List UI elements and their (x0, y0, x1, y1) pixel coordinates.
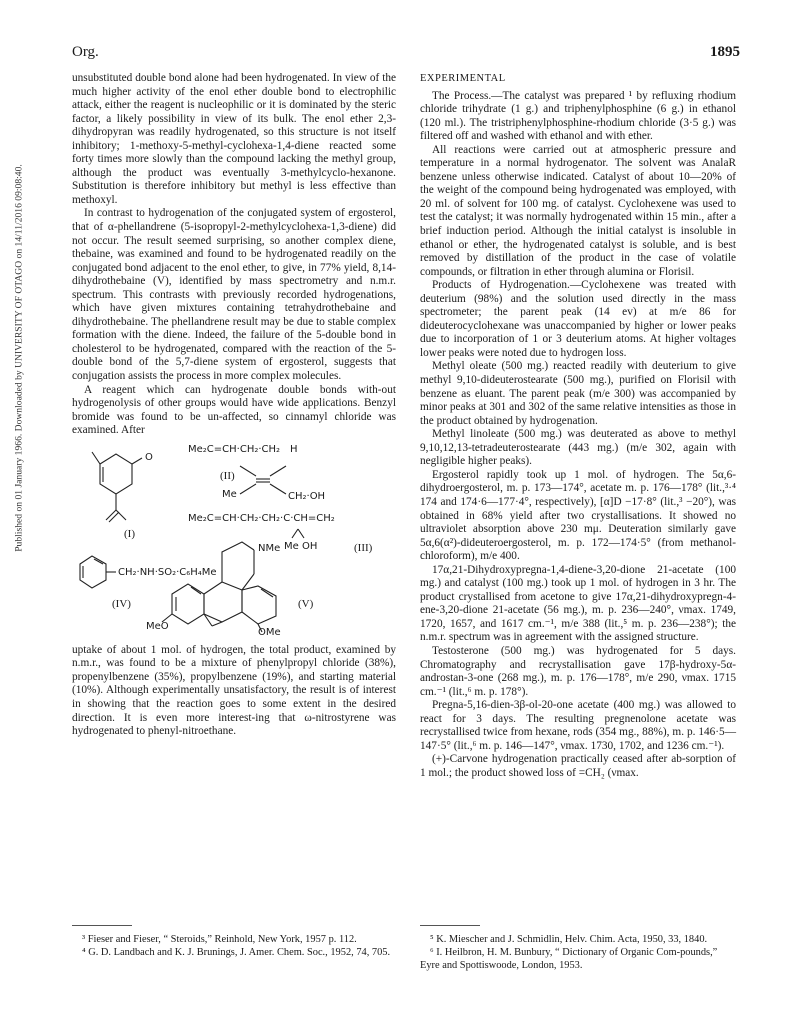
alkene-lower-left (240, 484, 256, 494)
paragraph: Ergosterol rapidly took up 1 mol. of hydrogen. The 5α,6-dihydroergosterol, m. p. 173—174°, acetate m. p. 176—178° (lit.,³·⁴ 174 and 174·6—177·4°, respectively), [α]D −17·8° (lit.,³ −20°), was obtained in 68% yield after two crystallisations. It showed no ultraviolet absorption above 230 mμ. Deuteration similarly gave 5α,6(α²)-dideuteroergosterol, m. p. 172—174·5° (from methanol-chloroform), m/e 400. (420, 468, 736, 563)
sulfonamide-label: CH₂·NH·SO₂·C₆H₄Me (118, 566, 217, 578)
paragraph: A reagent which can hydrogenate double bonds with-out hydrogenolysis of other groups would have wide applications. Benzyl bromide was found to be un-affected, so cinnamyl chloride was examined. After (72, 383, 396, 437)
footnote: ³ Fieser and Fieser, “ Steroids,” Reinhold, New York, 1957 p. 112. (82, 934, 357, 945)
carbinol-bond-2 (298, 529, 304, 538)
alkene-bond-II (240, 466, 256, 476)
ring-V-aromatic (172, 584, 204, 624)
ring-V-aromatic-inner-2 (191, 587, 201, 594)
paragraph: unsubstituted double bond alone had been hydrogenated. In view of the much higher activity of the enol ether double bond to electrophilic attack, either the reagent is nucleophilic or it is dominated by the steric factor, a likely possibility in view of its bulk. The enol ether 2,3-dihydropyran was readily hydrogenated, so this structure is not itself inhibitory; 1-methoxy-5-methyl-cyclohexa-1,4-diene reacted some forty times more slowly than the compound lacking the methyl group, although the product was eventually 3-methylcyclo-hexanone. Substitution is therefore inhibitory but methyl is less effective than methoxyl. (72, 72, 396, 206)
ring-V-bridge (204, 582, 242, 622)
paragraph: In contrast to hydrogenation of the conjugated system of ergosterol, that of α-phellandrene (5-isopropyl-2-methylcyclohexa-1,3-diene) did not occur. The result seemed surprising, so another complex diene, thebaine, was examined and found to be hydrogenated readily on the conjugated bond adjacent to the enol ether, to give, in 77% yield, 8,14-dihydrothebaine (V), identified by mass spectrometry and n.m.r. spectrum. This contrasts with previously recorded hydrogenations, which have given mixtures containing tetrahydrothebaine and dihydrothebaine. The phellandrene result may be due to stable complex formation with the diene. Indeed, the failure of the 5-double bond in cholesterol to be hydrogenated, compared with the reaction of the 5-double bond of the 5,7-diene system of ergosterol, suggests that conjugation assists the process in more complex molecules. (72, 207, 396, 383)
isopropenyl-right (116, 510, 126, 520)
isopropenyl-left (106, 510, 116, 520)
methyl-hydroxy-label: Me OH (284, 540, 318, 552)
isopropenyl-double (109, 512, 119, 522)
page-number: 1895 (710, 44, 740, 60)
footnotes-left (72, 934, 392, 961)
footnote: ⁵ K. Miescher and J. Schmidlin, Helv. Chim. Acta, 1950, 33, 1840. (430, 934, 708, 945)
compound-label-III: (III) (354, 541, 373, 554)
ring-V-ether-o2 (212, 622, 222, 626)
section-heading: EXPERIMENTAL (420, 73, 506, 84)
paragraph: 17α,21-Dihydroxypregna-1,4-diene-3,20-dione 21-acetate (100 mg.) and catalyst (100 mg.) took up 1 mol. of hydrogen in 3 hr. The product crystallised from acetone to give 17α,21-dihydroxypregn-4-ene-3,20-dione 21-acetate (56 mg.), m. p. 236—240°, νmax. 1749, 1720, 1657, and 1617 cm.⁻¹, m/e 388 (lit.,⁵ m. p. 236—238°); the n.m.r. spectrum was in agreement with the assigned structure. (420, 563, 736, 644)
footnote: ⁴ G. D. Landbach and K. J. Brunings, J. Amer. Chem. Soc., 1952, 74, 705. (82, 947, 391, 959)
ring-I (100, 454, 132, 494)
compound-label-V: (V) (298, 597, 314, 610)
ring-V-amine (222, 542, 254, 582)
paragraph: Testosterone (500 mg.) was hydrogenated for 5 days. Chromatography and recrystallisation gave 17β-hydroxy-5α-androstan-3-one (268 mg.), m. p. 176—178°, m/e 290, νmax. 1715 cm.⁻¹ (lit.,⁶ m. p. 178°). (420, 644, 736, 698)
ring-V-cyclohexene (242, 586, 276, 624)
paragraph: Products of Hydrogenation.—Cyclohexene was treated with deuterium (98%) and the solution used directly in the mass spectrometer; the parent peak (14 ev) at m/e 86 for dideuterocyclohexane was unaccompanied by higher or lower peaks due to incorporation of 1 or 3 deuterium atoms. At higher voltages lower peaks were noted due to hydrogen loss. (420, 279, 736, 359)
download-notice (12, 88, 26, 628)
carbinol-bond (292, 529, 298, 538)
carbonyl-bond (132, 458, 142, 464)
paragraph: All reactions were carried out at atmospheric pressure and temperature in a normal hydrogenator. The solvent was AnalaR benzene unless otherwise indicated. Catalyst of about 10—20% of the weight of the compound being hydrogenated was employed, with 20 ml. of solvent for 100 mg. of catalyst. Cyclohexene was used to test the catalyst; it was normally hydrogenated within 15 min., after a brief induction period. Although the initial catalyst is insoluble in ethanol or ether, the hydrogenated catalyst is soluble, and is best removed by distillation of the product in the case of volatile compounds, or filtration in ether through alumina or Florisil. (420, 143, 736, 278)
left-column (72, 72, 396, 739)
methoxy-left-label: MeO (146, 620, 169, 632)
paragraph: (+)-Carvone hydrogenation practically ceased after ab-sorption of 1 mol.; the product showed loss of =CH₂ (νmax. (420, 753, 736, 779)
hydroxymethyl-label: CH₂·OH (288, 490, 326, 502)
geraniol-chain-label: Me₂C=CH·CH₂·CH₂ (188, 443, 281, 455)
right-column (420, 72, 736, 780)
methyl-bond (92, 452, 100, 464)
n-methyl-label: NMe (258, 542, 281, 554)
footnote-rule-right (420, 925, 480, 926)
footnote-rule-left (72, 925, 132, 926)
footnotes-right (420, 934, 736, 973)
hydrogen-label: H (290, 443, 298, 455)
running-head-journal: Org. (72, 44, 99, 60)
paragraph: uptake of about 1 mol. of hydrogen, the total product, examined by n.m.r., was found to be a mixture of phenylpropyl chloride (38%), propenylbenzene (35%), propylbenzene (19%), and starting material (10%). Although experimentally unsatisfactory, the result is of interest in showing that the reaction goes to some extent in the desired direction. It is even more interest-ing that ω-nitrostyrene was hydrogenated to phenyl-nitroethane. (72, 643, 396, 738)
structure-figure (72, 442, 396, 638)
compound-label-I: (I) (124, 527, 135, 540)
paragraph: Pregna-5,16-dien-3β-ol-20-one acetate (400 mg.) was allowed to react for 3 days. The resulting pregnenolone acetate was recrystallised twice from hexane, rods (354 mg., 88%), m. p. 146·5—147·5° (lit.,⁶ m. p. 146—147°, νmax. 1730, 1702, and 1236 cm.⁻¹). (420, 699, 736, 752)
paragraph: Methyl linoleate (500 mg.) was deuterated as above to methyl 9,10,12,13-tetradeuterostearate (443 mg.) (m/e 302, again with negligible higher peaks). (420, 428, 736, 468)
ring-IV (80, 556, 106, 588)
methyl-label: Me (222, 488, 237, 500)
alkene-upper (270, 466, 286, 476)
alkene-lower-right (270, 484, 286, 494)
oxo-label: O (145, 451, 153, 463)
paragraph: The Process.—The catalyst was prepared ¹ by refluxing rhodium chloride trihydrate (1 g.) and triphenylphosphine (6 g.) in ethanol (120 ml.). The tristriphenylphosphine-rhodium chloride (3·5 g.) was filtered off and washed with ethanol and with ether. (420, 89, 736, 143)
linalool-chain-label: Me₂C=CH·CH₂·CH₂·C·CH=CH₂ (188, 512, 335, 524)
paragraph: Methyl oleate (500 mg.) reacted readily with deuterium to give methyl 9,10-dideuterostearate (500 mg.), purified on Florisil with benzene as eluant. The parent peak (m/e 300) was accompanied by minor peaks at 301 and 302 of the same relative intensities as those in the product obtained by hydrogenation. (420, 360, 736, 427)
footnote: ⁶ I. Heilbron, H. M. Bunbury, “ Dictionary of Organic Com-pounds,” Eyre and Spottiswoode, London, 1953. (420, 947, 718, 971)
compound-label-II: (II) (220, 469, 235, 482)
download-notice-text: Published on 01 January 1966. Downloaded by UNIVERSITY OF OTAGO on 14/11/2016 09:08:40. (13, 164, 25, 552)
compound-label-IV: (IV) (112, 597, 131, 610)
methoxy-right-label: OMe (258, 626, 281, 638)
